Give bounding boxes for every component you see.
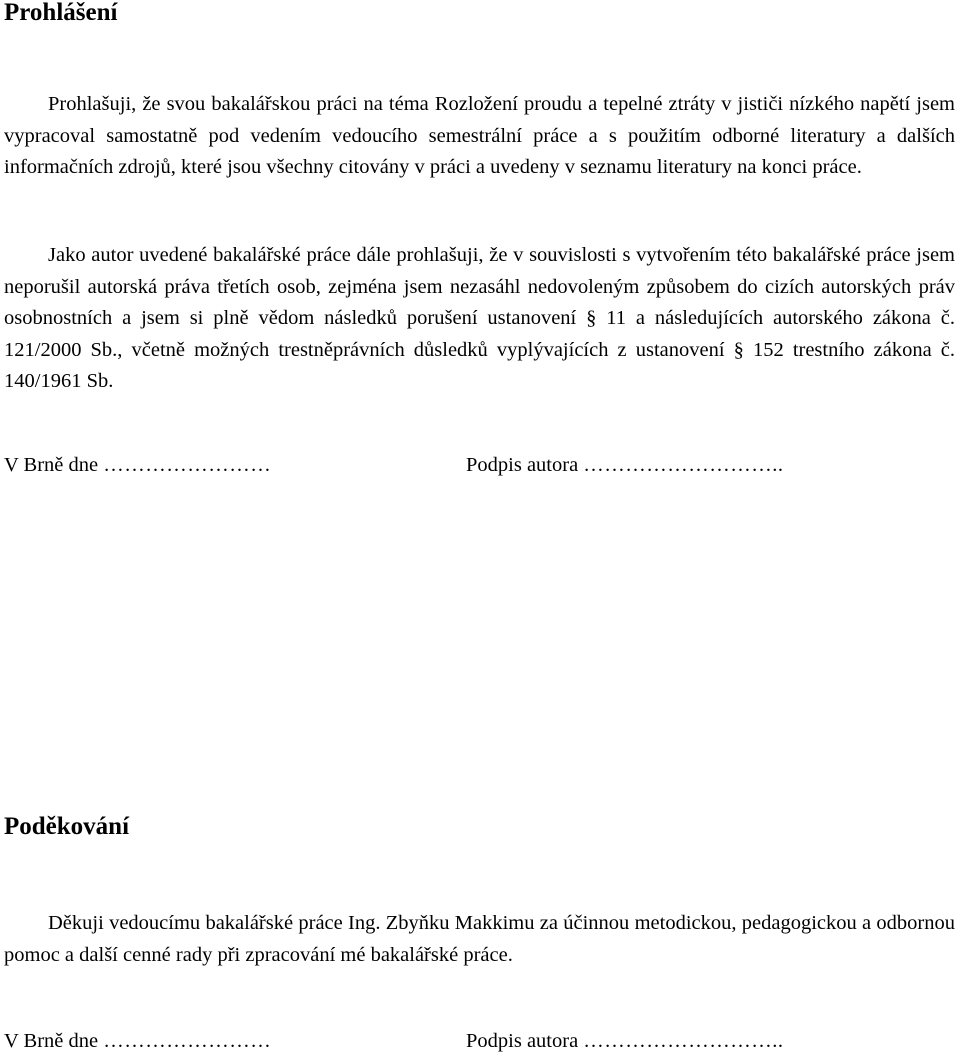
declaration-signature <box>466 450 784 480</box>
place-date-blank: …………………… <box>103 454 272 476</box>
acknowledgement-heading: Poděkování <box>4 813 130 840</box>
acknowledgement-place-date <box>4 1026 271 1056</box>
signature-blank: ……………………….. <box>583 454 784 476</box>
declaration-paragraph-2: Jako autor uvedené bakalářské práce dále prohlašuji, že v souvislosti s vytvořením této bakalářské práce jsem neporušil autorská práva třetích osob, zejména jsem nezasáhl nedovoleným způsobem do cizích autorských práv osobnostních a jsem si plně vědom následků porušení ustanovení § 11 a následujících autorského zákona č. 121/2000 Sb., včetně možných trestněprávních důsledků vyplývajících z ustanovení § 152 trestního zákona č. 140/1961 Sb. <box>4 244 955 392</box>
signature-label: Podpis autora <box>466 454 579 476</box>
place-date-blank: …………………… <box>103 1030 272 1052</box>
declaration-heading: Prohlášení <box>4 0 118 26</box>
signature-label: Podpis autora <box>466 1030 579 1052</box>
acknowledgement-paragraph: Děkuji vedoucímu bakalářské práce Ing. Zbyňku Makkimu za účinnou metodickou, pedagogickou a odbornou pomoc a další cenné rady při zpracování mé bakalářské práce. <box>4 912 955 966</box>
declaration-paragraph-1: Prohlašuji, že svou bakalářskou práci na téma Rozložení proudu a tepelné ztráty v jističi nízkého napětí jsem vypracoval samostatně pod vedením vedoucího semestrální práce a s použitím odborné literatury a dalších informačních zdrojů, které jsou všechny citovány v práci a uvedeny v seznamu literatury na konci práce. <box>4 93 955 178</box>
place-date-label: V Brně dne <box>4 454 99 476</box>
signature-blank: ……………………….. <box>583 1030 784 1052</box>
declaration-signature-line <box>4 450 955 480</box>
declaration-place-date <box>4 450 271 480</box>
acknowledgement-signature <box>466 1026 784 1056</box>
place-date-label: V Brně dne <box>4 1030 99 1052</box>
acknowledgement-signature-line <box>4 1026 955 1056</box>
